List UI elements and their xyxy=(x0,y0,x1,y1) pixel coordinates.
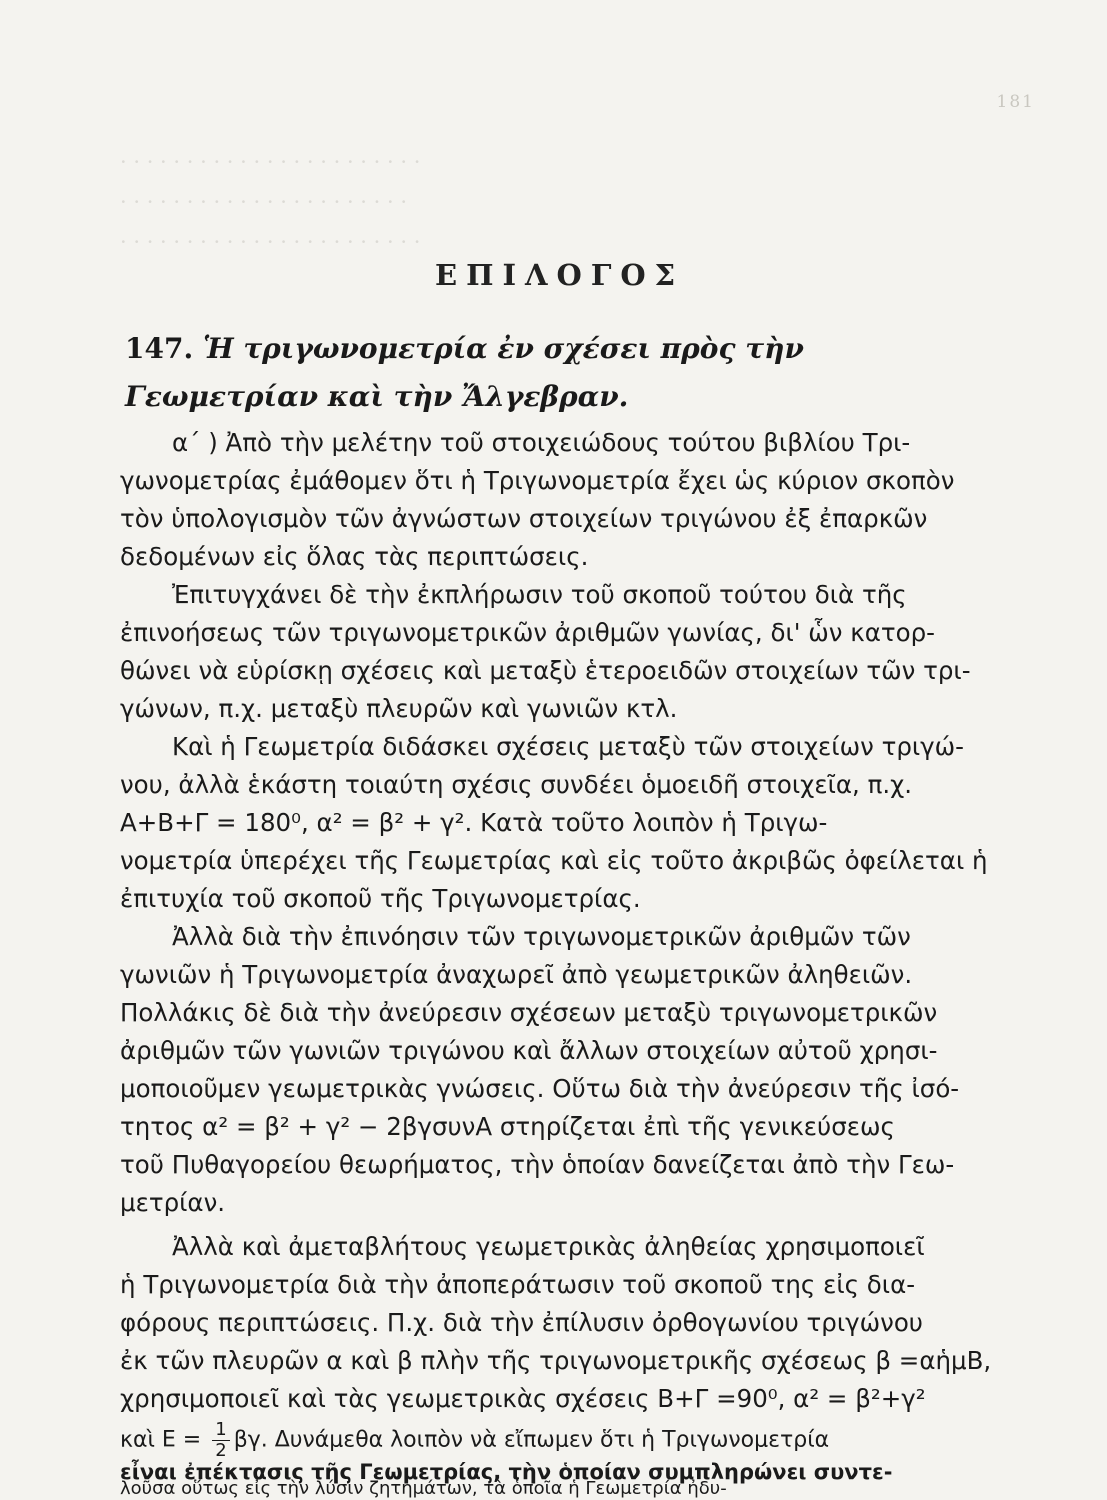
text-line: λοῦσα οὕτως εἰς τὴν λύσιν ζητημάτων, τὰ ὁποῖα ἡ Γεωμετρία ἠδυ- xyxy=(120,1478,727,1499)
fraction-numerator: 1 xyxy=(212,1420,229,1441)
chapter-heading: ΕΠΙΛΟΓΟΣ xyxy=(435,258,685,292)
text-line: ἐκ τῶν πλευρῶν α καὶ β πλὴν τῆς τριγωνομετρικῆς σχέσεως β =αἡμΒ, xyxy=(120,1346,992,1375)
text-line: Ἀλλὰ διὰ τὴν ἐπινόησιν τῶν τριγωνομετρικῶν ἀριθμῶν τῶν xyxy=(172,922,911,951)
text-line: δεδομένων εἰς ὅλας τὰς περιπτώσεις. xyxy=(120,542,589,571)
text-line: τητος α² = β² + γ² − 2βγσυνΑ στηρίζεται ἐπὶ τῆς γενικεύσεως xyxy=(120,1112,895,1141)
text-line: μοποιοῦμεν γεωμετρικὰς γνώσεις. Οὕτω διὰ τὴν ἀνεύρεσιν τῆς ἰσό- xyxy=(120,1074,960,1103)
text-line: ἀριθμῶν τῶν γωνιῶν τριγώνου καὶ ἄλλων στοιχείων αὐτοῦ χρησι- xyxy=(120,1036,938,1065)
text-line: ἡ Τριγωνομετρία διὰ τὴν ἀποπεράτωσιν τοῦ σκοποῦ της εἰς δια- xyxy=(120,1270,916,1299)
fraction-one-half xyxy=(212,1420,229,1461)
formula-prefix: καὶ Ε = xyxy=(120,1427,209,1453)
text-line: εἶναι ἐπέκτασις τῆς Γεωμετρίας, τὴν ὁποίαν συμπληρώνει συντε- xyxy=(120,1460,893,1484)
formula-suffix: βγ. Δυνάμεθα λοιπὸν νὰ εἴπωμεν ὅτι ἡ Τριγωνομετρία xyxy=(233,1427,830,1453)
text-line: γωνομετρίας ἐμάθομεν ὅτι ἡ Τριγωνομετρία ἔχει ὡς κύριον σκοπὸν xyxy=(120,466,955,495)
text-line: θώνει νὰ εὑρίσκῃ σχέσεις καὶ μεταξὺ ἑτεροειδῶν στοιχείων τῶν τρι- xyxy=(120,656,971,685)
text-line: μετρίαν. xyxy=(120,1188,226,1217)
fraction-denominator: 2 xyxy=(215,1440,227,1461)
text-line: γώνων, π.χ. μεταξὺ πλευρῶν καὶ γωνιῶν κτλ. xyxy=(120,694,678,723)
bleed-through: · · · · · · · · · · · · · · · · · · · · · · xyxy=(120,190,408,214)
text-line: τὸν ὑπολογισμὸν τῶν ἀγνώστων στοιχείων τριγώνου ἐξ ἐπαρκῶν xyxy=(120,504,928,533)
text-line: Ἀλλὰ καὶ ἀμεταβλήτους γεωμετρικὰς ἀληθείας χρησιμοποιεῖ xyxy=(172,1232,925,1261)
text-line: γωνιῶν ἡ Τριγωνομετρία ἀναχωρεῖ ἀπὸ γεωμετρικῶν ἀληθειῶν. xyxy=(120,960,913,989)
text-line: νου, ἀλλὰ ἑκάστη τοιαύτη σχέσις συνδέει ὁμοειδῆ στοιχεῖα, π.χ. xyxy=(120,770,913,799)
section-title xyxy=(125,325,985,421)
text-line: Ἐπιτυγχάνει δὲ τὴν ἐκπλήρωσιν τοῦ σκοποῦ τούτου διὰ τῆς xyxy=(172,580,907,609)
text-line: τοῦ Πυθαγορείου θεωρήματος, τὴν ὁποίαν δανείζεται ἀπὸ τὴν Γεω- xyxy=(120,1150,955,1179)
text-line: Α+Β+Γ = 180⁰, α² = β² + γ². Κατὰ τοῦτο λοιπὸν ἡ Τριγω- xyxy=(120,808,828,837)
text-line: χρησιμοποιεῖ καὶ τὰς γεωμετρικὰς σχέσεις Β+Γ =90⁰, α² = β²+γ² xyxy=(120,1384,926,1413)
text-line: Καὶ ἡ Γεωμετρία διδάσκει σχέσεις μεταξὺ τῶν στοιχείων τριγώ- xyxy=(172,732,965,761)
text-line: Πολλάκις δὲ διὰ τὴν ἀνεύρεσιν σχέσεων μεταξὺ τριγωνομετρικῶν xyxy=(120,998,938,1027)
text-line: φόρους περιπτώσεις. Π.χ. διὰ τὴν ἐπίλυσιν ὀρθογωνίου τριγώνου xyxy=(120,1308,923,1337)
bleed-through: · · · · · · · · · · · · · · · · · · · · · · · xyxy=(120,230,421,254)
section-number: 147. xyxy=(125,332,194,365)
page-number: 181 xyxy=(996,92,1035,112)
formula-line xyxy=(120,1420,990,1461)
text-line: α΄ ) Ἀπὸ τὴν μελέτην τοῦ στοιχειώδους τούτου βιβλίου Τρι- xyxy=(172,428,911,457)
text-line: νομετρία ὑπερέχει τῆς Γεωμετρίας καὶ εἰς τοῦτο ἀκριβῶς ὀφείλεται ἡ xyxy=(120,846,988,875)
bleed-through: · · · · · · · · · · · · · · · · · · · · · · · xyxy=(120,150,421,174)
text-line: ἐπινοήσεως τῶν τριγωνομετρικῶν ἀριθμῶν γωνίας, δι' ὧν κατορ- xyxy=(120,618,935,647)
section-title-text: Ἡ τριγωνομετρία ἐν σχέσει πρὸς τὴν Γεωμετρίαν καὶ τὴν Ἄλγεβραν. xyxy=(125,332,804,413)
text-line: ἐπιτυχία τοῦ σκοποῦ τῆς Τριγωνομετρίας. xyxy=(120,884,641,913)
